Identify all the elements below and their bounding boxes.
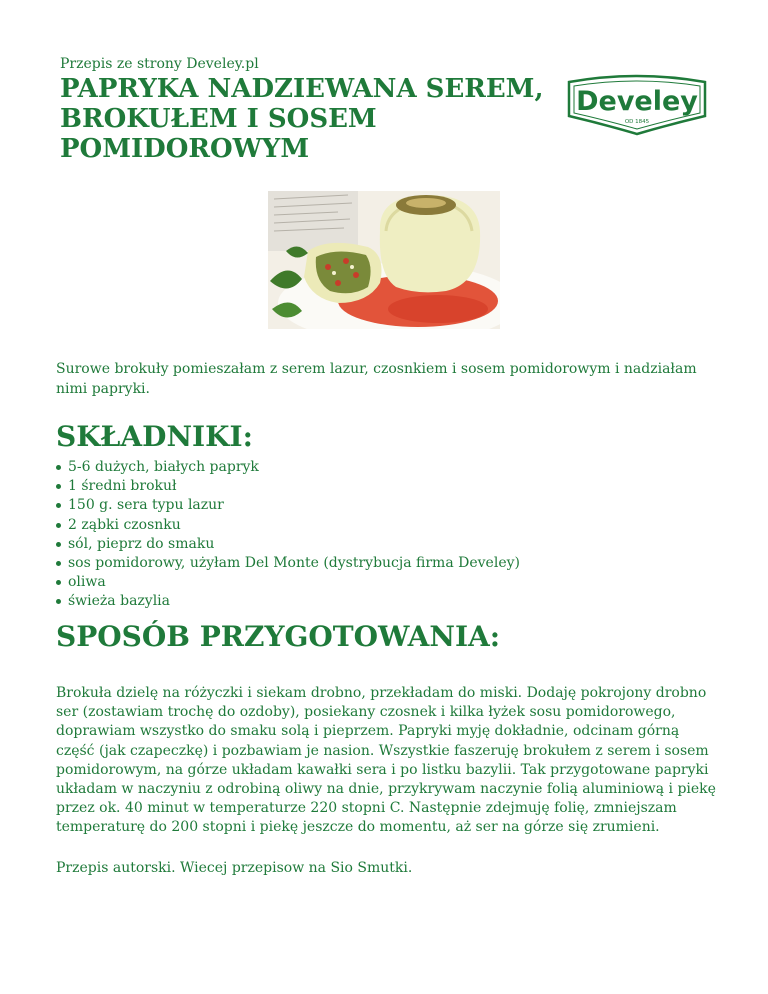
- recipe-title: PAPRYKA NADZIEWANA SEREM, BROKUŁEM I SOSEM POMIDOROWYM: [60, 74, 544, 164]
- list-item: 2 ząbki czosnku: [56, 516, 520, 535]
- logo-since-text: OD 1845: [624, 119, 650, 125]
- list-item: świeża bazylia: [56, 592, 520, 611]
- list-item: oliwa: [56, 573, 520, 592]
- ingredients-heading: SKŁADNIKI:: [56, 420, 253, 453]
- list-item: sól, pieprz do smaku: [56, 535, 520, 554]
- logo-brand-text: Develey: [576, 86, 698, 117]
- bullet-icon: [56, 599, 61, 604]
- develey-logo-icon: [563, 72, 711, 136]
- intro-text: Surowe brokuły pomieszałam z serem lazur, czosnkiem i sosem pomidorowym i nadziałam nimi papryki.: [56, 361, 697, 397]
- list-item: 1 średni brokuł: [56, 477, 520, 496]
- method-text: Brokuła dzielę na różyczki i siekam drobno, przekładam do miski. Dodaję pokrojony drobno ser (zostawiam trochę do ozdoby), posiekany czosnek i kilka łyżek sosu pomidorowego, doprawiam wszystko do smaku solą i pieprzem. Papryki myję dokładnie, odcinam górną część (jak czapeczkę) i pozbawiam je nasion. Wszystkie faszeruję brokułem z serem i sosem pomidorowym, na górze układam kawałki sera i po listku bazylii. Tak przygotowane papryki układam w naczyniu z odrobiną oliwy na dnie, przykrywam naczynie folią aluminiową i piekę przez ok. 40 minut w temperaturze 220 stopni C. Następnie zdejmuję folię, zmniejszam temperaturę do 200 stopni i piekę jeszcze do momentu, aż ser na górze się zrumieni.: [56, 685, 716, 836]
- bullet-icon: [56, 561, 61, 566]
- list-item: 150 g. sera typu lazur: [56, 496, 520, 515]
- method-heading: SPOSÓB PRZYGOTOWANIA:: [56, 620, 501, 653]
- footer-note: Przepis autorski. Wiecej przepisow na Sio Smutki.: [56, 860, 413, 876]
- bullet-icon: [56, 523, 61, 528]
- list-item: 5-6 dużych, białych papryk: [56, 458, 520, 477]
- source-line: Przepis ze strony Develey.pl: [60, 56, 259, 72]
- bullet-icon: [56, 465, 61, 470]
- stuffed-pepper-photo: [268, 191, 500, 329]
- list-item: sos pomidorowy, użyłam Del Monte (dystrybucja firma Develey): [56, 554, 520, 573]
- bullet-icon: [56, 542, 61, 547]
- bullet-icon: [56, 580, 61, 585]
- develey-logo: [563, 72, 711, 136]
- bullet-icon: [56, 484, 61, 489]
- ingredients-list: [56, 458, 520, 612]
- bullet-icon: [56, 503, 61, 508]
